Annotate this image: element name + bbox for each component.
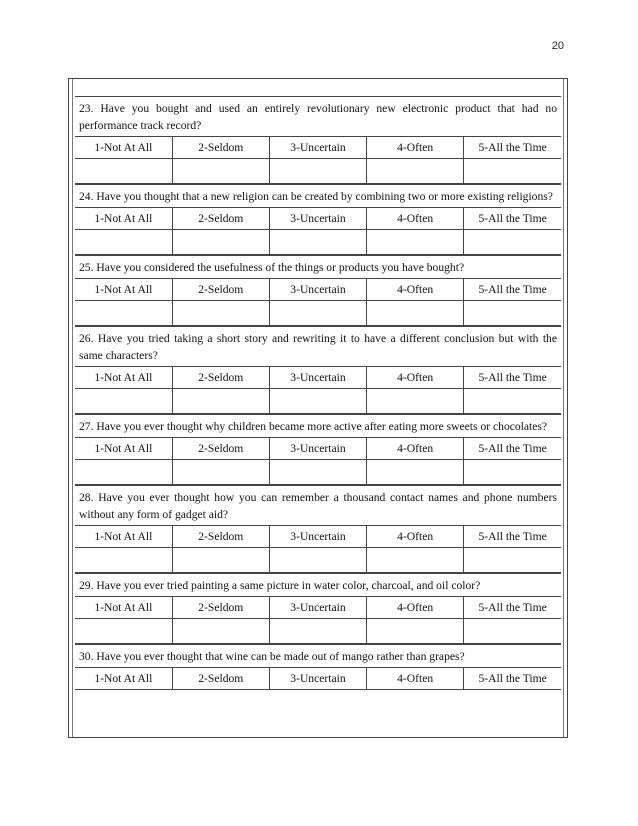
rating-scale-table — [75, 667, 561, 690]
rating-answer-cell[interactable] — [172, 159, 269, 184]
rating-option-label: 4-Often — [367, 438, 464, 460]
question-text: 27. Have you ever thought why children became more active after eating more sweets or chocolates? — [79, 420, 548, 433]
question-block — [75, 184, 561, 255]
rating-option-label: 5-All the Time — [464, 668, 561, 690]
rating-option-label: 5-All the Time — [464, 597, 561, 619]
rating-answer-cell[interactable] — [172, 460, 269, 485]
rating-answer-cell[interactable] — [367, 389, 464, 414]
rating-option-label: 4-Often — [367, 279, 464, 301]
rating-option-label: 2-Seldom — [172, 367, 269, 389]
rating-answer-row — [75, 619, 561, 644]
rating-answer-cell[interactable] — [75, 301, 172, 326]
rating-answer-cell[interactable] — [367, 460, 464, 485]
rating-options-row — [75, 438, 561, 460]
rating-scale-table — [75, 207, 561, 255]
rating-option-label: 1-Not At All — [75, 279, 172, 301]
rating-scale-table — [75, 366, 561, 414]
rating-answer-cell[interactable] — [269, 619, 366, 644]
rating-option-label: 1-Not At All — [75, 208, 172, 230]
rating-option-label: 1-Not At All — [75, 597, 172, 619]
rating-options-row — [75, 208, 561, 230]
rating-scale-table — [75, 437, 561, 485]
rating-options-row — [75, 367, 561, 389]
rating-answer-cell[interactable] — [464, 389, 561, 414]
question-block — [75, 96, 561, 184]
question-text: 24. Have you thought that a new religion can be created by combining two or more existing religions? — [79, 190, 553, 203]
rating-answer-cell[interactable] — [367, 619, 464, 644]
rating-answer-cell[interactable] — [172, 619, 269, 644]
rating-option-label: 3-Uncertain — [269, 668, 366, 690]
question-text: 26. Have you tried taking a short story and rewriting it to have a different conclusion but with the same characters? — [79, 332, 557, 362]
rating-answer-cell[interactable] — [464, 159, 561, 184]
question-text: 25. Have you considered the usefulness of the things or products you have bought? — [79, 261, 465, 274]
rating-option-label: 3-Uncertain — [269, 137, 366, 159]
rating-option-label: 4-Often — [367, 668, 464, 690]
rating-option-label: 1-Not At All — [75, 526, 172, 548]
rating-answer-cell[interactable] — [172, 389, 269, 414]
rating-options-row — [75, 668, 561, 690]
rating-answer-cell[interactable] — [172, 230, 269, 255]
rating-option-label: 2-Seldom — [172, 137, 269, 159]
rating-answer-cell[interactable] — [367, 230, 464, 255]
question-block — [75, 326, 561, 414]
survey-form — [68, 78, 568, 738]
question-block — [75, 644, 561, 690]
question-block — [75, 414, 561, 485]
rating-option-label: 2-Seldom — [172, 597, 269, 619]
rating-answer-cell[interactable] — [269, 301, 366, 326]
rating-answer-cell[interactable] — [75, 389, 172, 414]
question-list — [75, 96, 561, 690]
rating-option-label: 3-Uncertain — [269, 367, 366, 389]
rating-answer-row — [75, 389, 561, 414]
rating-option-label: 3-Uncertain — [269, 438, 366, 460]
rating-answer-cell[interactable] — [172, 301, 269, 326]
rating-answer-cell[interactable] — [464, 548, 561, 573]
rating-answer-cell[interactable] — [75, 619, 172, 644]
rating-answer-row — [75, 159, 561, 184]
rating-option-label: 4-Often — [367, 526, 464, 548]
question-text: 28. Have you ever thought how you can remember a thousand contact names and phone numbers without any form of gadget aid? — [79, 491, 557, 521]
rating-scale-table — [75, 596, 561, 644]
rating-answer-cell[interactable] — [464, 301, 561, 326]
rating-option-label: 5-All the Time — [464, 438, 561, 460]
rating-answer-row — [75, 460, 561, 485]
rating-answer-cell[interactable] — [269, 460, 366, 485]
rating-option-label: 5-All the Time — [464, 279, 561, 301]
rating-option-label: 2-Seldom — [172, 208, 269, 230]
rating-option-label: 3-Uncertain — [269, 279, 366, 301]
rating-scale-table — [75, 525, 561, 573]
rating-option-label: 4-Often — [367, 137, 464, 159]
rating-answer-cell[interactable] — [367, 159, 464, 184]
rating-options-row — [75, 279, 561, 301]
rating-answer-cell[interactable] — [75, 548, 172, 573]
rating-option-label: 3-Uncertain — [269, 597, 366, 619]
rating-option-label: 4-Often — [367, 208, 464, 230]
rating-answer-cell[interactable] — [75, 159, 172, 184]
rating-answer-cell[interactable] — [464, 230, 561, 255]
rating-answer-cell[interactable] — [172, 548, 269, 573]
rating-option-label: 2-Seldom — [172, 438, 269, 460]
rating-options-row — [75, 597, 561, 619]
rating-option-label: 1-Not At All — [75, 367, 172, 389]
rating-answer-cell[interactable] — [464, 460, 561, 485]
rating-answer-row — [75, 230, 561, 255]
rating-option-label: 3-Uncertain — [269, 526, 366, 548]
rating-option-label: 5-All the Time — [464, 526, 561, 548]
rating-answer-cell[interactable] — [75, 230, 172, 255]
rating-scale-table — [75, 136, 561, 184]
rating-answer-cell[interactable] — [269, 159, 366, 184]
rating-answer-cell[interactable] — [464, 619, 561, 644]
question-text: 30. Have you ever thought that wine can be made out of mango rather than grapes? — [79, 650, 465, 663]
rating-answer-row — [75, 301, 561, 326]
rating-option-label: 4-Often — [367, 367, 464, 389]
rating-scale-table — [75, 278, 561, 326]
rating-option-label: 1-Not At All — [75, 438, 172, 460]
rating-options-row — [75, 526, 561, 548]
rating-option-label: 1-Not At All — [75, 137, 172, 159]
rating-answer-cell[interactable] — [367, 301, 464, 326]
page-number: 20 — [551, 40, 564, 52]
rating-answer-cell[interactable] — [75, 460, 172, 485]
rating-answer-row — [75, 548, 561, 573]
rating-option-label: 2-Seldom — [172, 526, 269, 548]
rating-option-label: 2-Seldom — [172, 279, 269, 301]
rating-answer-cell[interactable] — [269, 230, 366, 255]
rating-option-label: 1-Not At All — [75, 668, 172, 690]
rating-options-row — [75, 137, 561, 159]
question-text: 29. Have you ever tried painting a same picture in water color, charcoal, and oil color? — [79, 579, 481, 592]
rating-option-label: 5-All the Time — [464, 367, 561, 389]
rating-option-label: 5-All the Time — [464, 137, 561, 159]
question-block — [75, 573, 561, 644]
rating-option-label: 2-Seldom — [172, 668, 269, 690]
question-block — [75, 255, 561, 326]
rating-option-label: 4-Often — [367, 597, 464, 619]
rating-option-label: 3-Uncertain — [269, 208, 366, 230]
question-text: 23. Have you bought and used an entirely revolutionary new electronic product that had no performance track record? — [79, 102, 557, 132]
question-block — [75, 485, 561, 573]
rating-answer-cell[interactable] — [367, 548, 464, 573]
rating-answer-cell[interactable] — [269, 548, 366, 573]
rating-answer-cell[interactable] — [269, 389, 366, 414]
rating-option-label: 5-All the Time — [464, 208, 561, 230]
